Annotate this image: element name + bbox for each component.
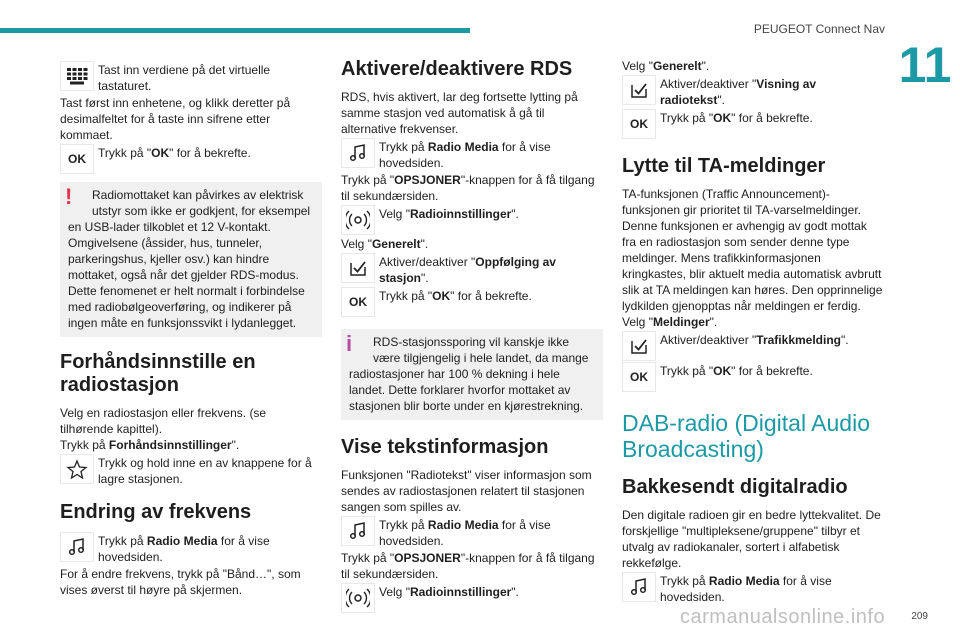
checkbox-icon <box>341 253 375 283</box>
follow-step: Aktiver/deaktiver "Oppfølging av stasjon". <box>341 253 603 286</box>
heading-preset: Forhåndsinnstille en radiostasjon <box>60 351 256 396</box>
heading-terrestrial: Bakkesendt digitalradio <box>622 476 848 498</box>
paragraph: Tast først inn enhetene, og klikk deretter på desimalfeltet for å taste inn sifrene etter kommaet. <box>60 96 291 142</box>
ok-step: OK Trykk på "OK" for å bekrefte. <box>622 362 884 392</box>
music-note-icon <box>622 572 656 602</box>
heading-frequency: Endring av frekvens <box>60 501 252 523</box>
ok-icon: OK <box>622 362 656 392</box>
warning-icon: ! <box>65 184 73 209</box>
ok-step: OK Trykk på "OK" for å bekrefte. <box>341 287 603 317</box>
keyboard-text: Tast inn verdiene på det virtuelle tastaturet. <box>98 63 271 93</box>
radio-settings-step: Velg "Radioinnstillinger". <box>341 205 603 235</box>
radio-media-step: Trykk på Radio Media for å vise hovedsiden. <box>341 138 603 171</box>
keyboard-step <box>60 61 322 94</box>
header-accent-bar <box>0 28 470 33</box>
header-title: PEUGEOT Connect Nav <box>753 22 885 36</box>
paragraph: Den digitale radioen gir en bedre lyttekvalitet. De forskjellige "multipleksene/gruppene" tilbyr et utvalg av radiokanaler, sortert i alfabetisk rekkefølge. <box>622 508 881 570</box>
checkbox-icon <box>622 331 656 361</box>
column-1 <box>60 60 322 598</box>
chapter-number: 11 <box>898 37 952 93</box>
paragraph: Velg "Meldinger". <box>622 315 718 329</box>
music-note-icon <box>341 138 375 168</box>
paragraph: Trykk på "OPSJONER"-knappen for å få tilgang til sekundærsiden. <box>341 173 595 203</box>
column-2 <box>341 58 603 614</box>
heading-dab: DAB-radio (Digital Audio Broadcasting) <box>622 410 871 462</box>
music-note-icon <box>341 516 375 546</box>
music-note-icon <box>60 532 94 562</box>
page-number: 209 <box>911 611 928 622</box>
watermark: carmanualsonline.info <box>680 606 886 628</box>
radio-media-step: Trykk på Radio Media for å vise hovedsiden. <box>60 532 322 565</box>
ok-icon: OK <box>60 144 94 174</box>
keyboard-icon <box>60 61 94 91</box>
column-3 <box>622 58 884 606</box>
paragraph: RDS, hvis aktivert, lar deg fortsette lytting på samme stasjon ved automatisk å gå til alternative frekvenser. <box>341 90 578 136</box>
radio-settings-icon <box>341 205 375 235</box>
radiotext-step: Aktiver/deaktiver "Visning av radiotekst". <box>622 75 884 108</box>
ok-icon: OK <box>622 109 656 139</box>
info-note: i RDS-stasjonssporing vil kanskje ikke være tilgjengelig i hele landet, da mange radiostasjoner har 100 % dekning i hele landet. Dette forklarer hvorfor mottaket av stasjonen blir borte under en kjørestrekning. <box>341 329 603 420</box>
checkbox-icon <box>622 75 656 105</box>
radio-settings-step: Velg "Radioinnstillinger". <box>341 583 603 613</box>
warning-note: ! Radiomottaket kan påvirkes av elektrisk utstyr som ikke er godkjent, for eksempel en USB-lader tilkoblet et 12 V-kontakt. Omgivelsene (åssider, hus, tunneler, parkeringshus, kjeller osv.) kan hindre mottaket, også når det gjelder RDS-modus. Dette fenomenet er helt normalt i forbindelse med radiobølgeoverføring, og indikerer på ingen måte en funksjonssvikt i lydanlegget. <box>60 182 322 337</box>
paragraph: Velg en radiostasjon eller frekvens. (se tilhørende kapittel). <box>60 406 267 436</box>
ok-step: OK Trykk på "OK" for å bekrefte. <box>60 144 322 174</box>
paragraph: Velg "Generelt". <box>622 59 710 73</box>
radio-media-step: Trykk på Radio Media for å vise hovedsiden. <box>622 572 884 605</box>
paragraph: For å endre frekvens, trykk på "Bånd…", som vises øverst til høyre på skjermen. <box>60 567 301 597</box>
heading-text-info: Vise tekstinformasjon <box>341 436 549 458</box>
traffic-step: Aktiver/deaktiver "Trafikkmelding". <box>622 331 884 361</box>
heading-ta: Lytte til TA-meldinger <box>622 155 826 177</box>
heading-rds: Aktivere/deaktivere RDS <box>341 58 573 80</box>
radio-media-step: Trykk på Radio Media for å vise hovedsiden. <box>341 516 603 549</box>
paragraph: TA-funksjonen (Traffic Announcement)-funksjonen gir prioritet til TA-varselmeldinger. Denne funksjonen er avhengig av godt mottak fra en radiostasjon som sender denne type meldinger. Mens trafikkinformasjonen kringkastes, blir aktuelt media automatisk avbrutt slik at TA meldingen kan høres. Den opprinnelige lydkilden gjenopptas når meldingen er ferdig. <box>622 187 883 313</box>
preset-step: Trykk og hold inne en av knappene for å lagre stasjonen. <box>60 454 322 487</box>
paragraph: Trykk på "OPSJONER"-knappen for å få tilgang til sekundærsiden. <box>341 551 595 581</box>
info-icon: i <box>346 331 353 356</box>
paragraph: Funksjonen "Radiotekst" viser informasjon som sendes av radiostasjonen relatert til stasjonen sangen som spilles av. <box>341 468 592 514</box>
ok-step: OK Trykk på "OK" for å bekrefte. <box>622 109 884 139</box>
star-icon <box>60 454 94 484</box>
radio-settings-icon <box>341 583 375 613</box>
paragraph: Velg "Generelt". <box>341 237 429 251</box>
paragraph: Trykk på Forhåndsinnstillinger". <box>60 438 240 452</box>
ok-icon: OK <box>341 287 375 317</box>
